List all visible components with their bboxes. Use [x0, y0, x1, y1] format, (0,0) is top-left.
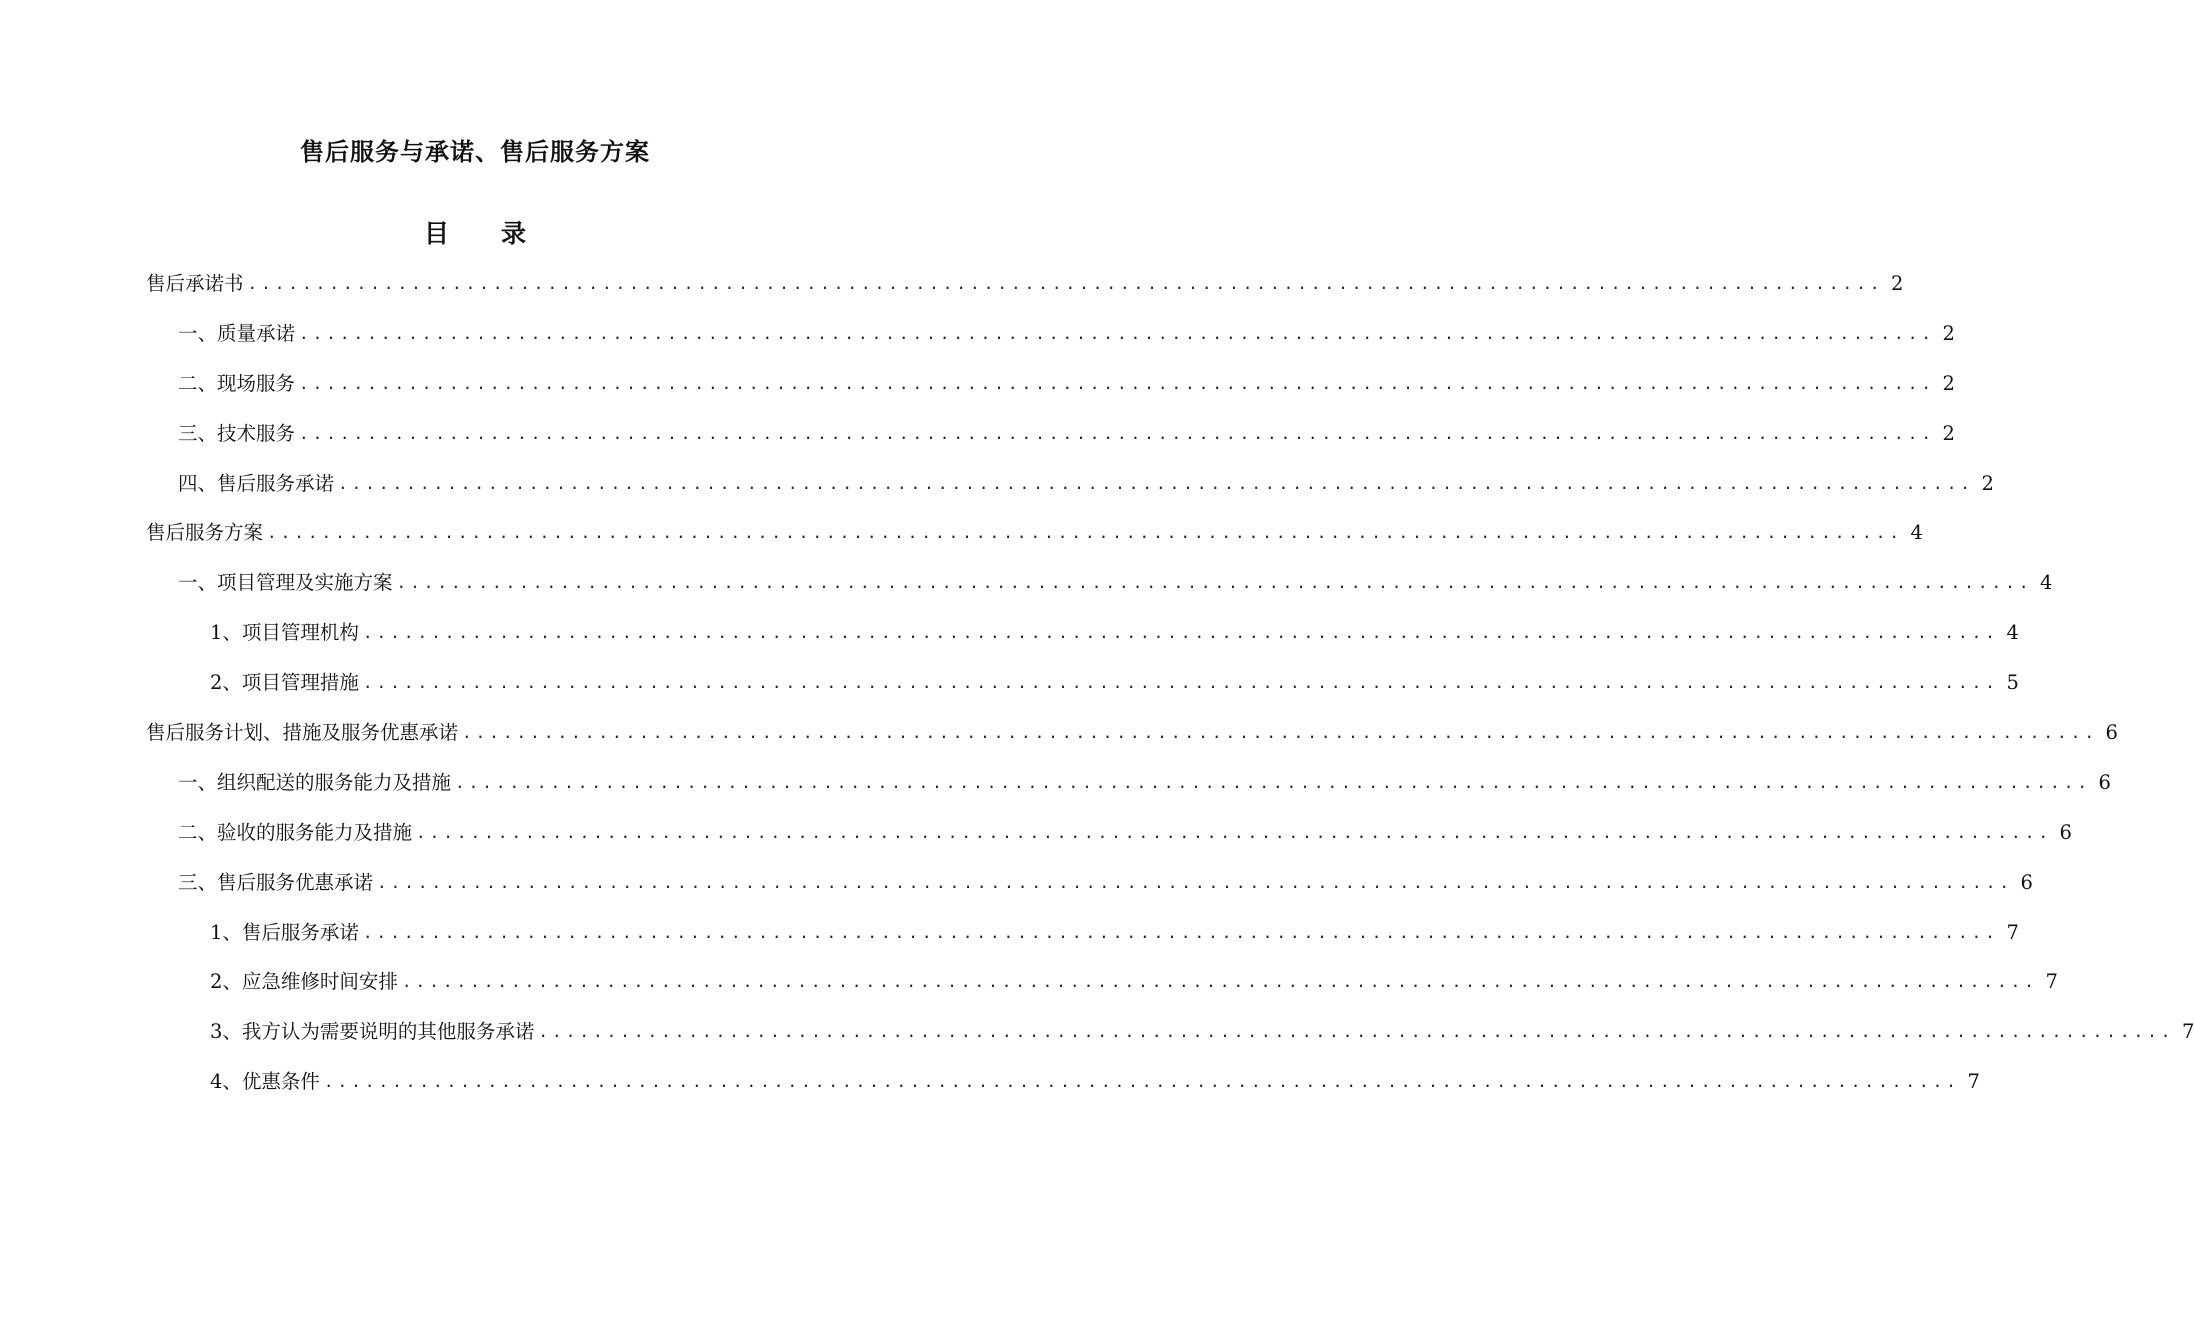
toc-dot-leader: ........................................................................................................................	[299, 323, 1935, 343]
toc-dot-leader: ........................................................................................................................	[377, 872, 2013, 892]
toc-entry[interactable]	[146, 269, 1904, 319]
toc-dot-leader: ........................................................................................................................	[323, 1072, 1960, 1092]
toc-entry-page-number: 5	[2006, 671, 2019, 695]
toc-entry-label: 3、我方认为需要说明的其他服务承诺	[210, 1020, 535, 1044]
toc-entry[interactable]	[146, 868, 2033, 918]
toc-entry[interactable]	[146, 618, 2019, 668]
toc-entry-page-number: 4	[2040, 571, 2053, 595]
toc-entry-label: 1、项目管理机构	[210, 621, 359, 645]
toc-heading-char-1: 目	[423, 219, 449, 248]
toc-entry-label: 售后服务计划、措施及服务优惠承诺	[146, 721, 459, 745]
toc-entry-label: 一、项目管理及实施方案	[178, 571, 393, 595]
toc-entry[interactable]	[146, 568, 2053, 618]
toc-entry[interactable]	[146, 518, 1923, 568]
toc-entry[interactable]	[146, 818, 2072, 868]
toc-dot-leader: ........................................................................................................................	[401, 972, 2038, 992]
toc-dot-leader: ........................................................................................................................	[455, 772, 2091, 792]
toc-entry-label: 4、优惠条件	[210, 1070, 320, 1094]
toc-dot-leader: ........................................................................................................................	[416, 822, 2052, 842]
toc-entry-page-number: 6	[2098, 770, 2111, 794]
toc-dot-leader: ........................................................................................................................	[247, 274, 1884, 293]
toc-entry-page-number: 2	[1891, 272, 1904, 295]
toc-entry-page-number: 7	[2181, 1020, 2194, 1044]
toc-dot-leader: ........................................................................................................................	[267, 523, 1903, 543]
toc-entry-label: 二、现场服务	[178, 371, 296, 395]
toc-dot-leader: ........................................................................................................................	[396, 573, 2033, 593]
toc-dot-leader: ........................................................................................................................	[338, 473, 1974, 493]
toc-dot-leader: ........................................................................................................................	[538, 1022, 2175, 1042]
toc-dot-leader: ........................................................................................................................	[362, 673, 1999, 693]
toc-entry-label: 1、售后服务承诺	[210, 920, 359, 944]
toc-entry[interactable]	[146, 319, 1955, 369]
document-title: 售后服务与承诺、售后服务方案	[300, 137, 650, 166]
toc-entry-page-number: 2	[1981, 471, 1994, 495]
toc-entry[interactable]	[146, 668, 2019, 718]
toc-entry-label: 2、应急维修时间安排	[210, 970, 398, 994]
toc-entry-page-number: 7	[1967, 1070, 1980, 1094]
toc-entry[interactable]	[146, 1067, 1980, 1117]
toc-entry[interactable]	[146, 768, 2111, 818]
toc-entry-label: 一、组织配送的服务能力及措施	[178, 770, 452, 794]
toc-entry-page-number: 6	[2020, 870, 2033, 894]
toc-entry-page-number: 7	[2006, 920, 2019, 944]
toc-entry[interactable]	[146, 419, 1955, 469]
table-of-contents	[146, 269, 2194, 1117]
toc-entry-page-number: 2	[1942, 321, 1955, 345]
toc-entry-label: 三、售后服务优惠承诺	[178, 870, 374, 894]
toc-entry-label: 三、技术服务	[178, 421, 296, 445]
toc-entry-page-number: 2	[1942, 371, 1955, 395]
toc-heading	[0, 214, 950, 250]
toc-entry-page-number: 2	[1942, 421, 1955, 445]
toc-entry[interactable]	[146, 718, 2118, 768]
toc-entry[interactable]	[146, 1017, 2194, 1067]
toc-entry-page-number: 4	[2006, 621, 2019, 645]
toc-entry-page-number: 4	[1910, 521, 1923, 545]
toc-entry[interactable]	[146, 967, 2058, 1017]
toc-entry-label: 2、项目管理措施	[210, 671, 359, 695]
toc-heading-char-2: 录	[501, 219, 527, 248]
toc-entry[interactable]	[146, 469, 1994, 519]
toc-entry-page-number: 7	[2045, 970, 2058, 994]
toc-dot-leader: ........................................................................................................................	[299, 423, 1935, 443]
toc-entry-label: 售后服务方案	[146, 521, 264, 545]
toc-entry-page-number: 6	[2105, 721, 2118, 745]
toc-dot-leader: ........................................................................................................................	[362, 922, 1999, 942]
toc-entry-label: 四、售后服务承诺	[178, 471, 335, 495]
toc-entry[interactable]	[146, 369, 1955, 419]
toc-entry-page-number: 6	[2059, 820, 2072, 844]
toc-entry-label: 售后承诺书	[146, 272, 244, 295]
toc-dot-leader: ........................................................................................................................	[299, 373, 1935, 393]
toc-entry-label: 一、质量承诺	[178, 321, 296, 345]
toc-dot-leader: ........................................................................................................................	[462, 723, 2098, 743]
toc-entry-label: 二、验收的服务能力及措施	[178, 820, 413, 844]
toc-entry[interactable]	[146, 918, 2019, 968]
toc-dot-leader: ........................................................................................................................	[362, 623, 1999, 643]
